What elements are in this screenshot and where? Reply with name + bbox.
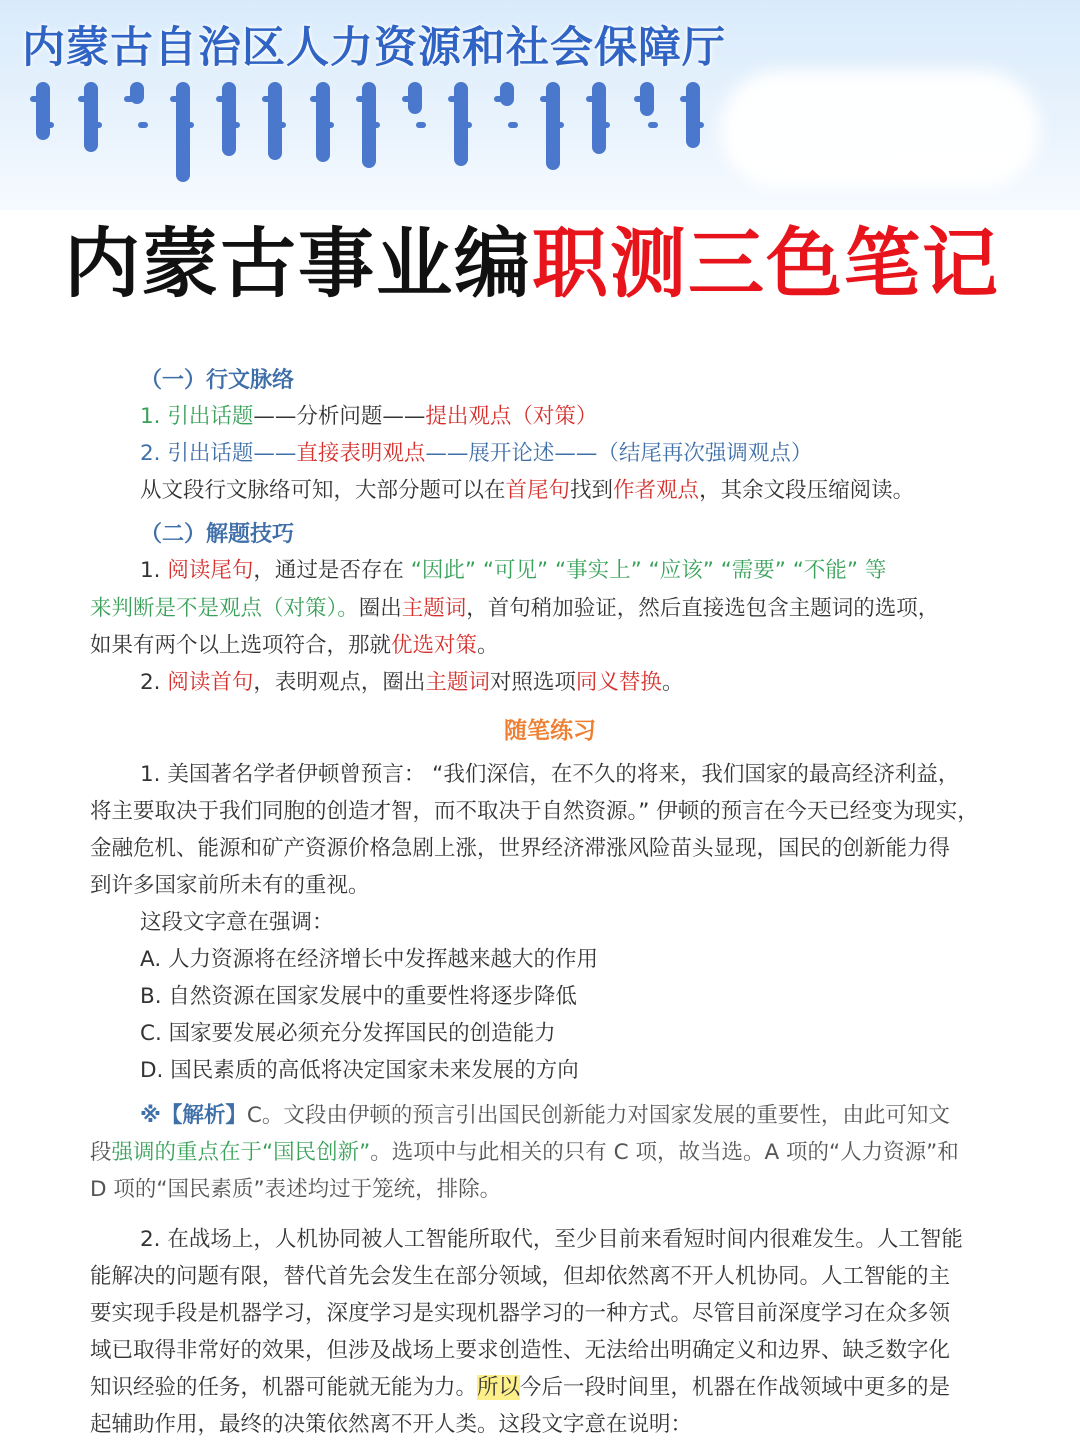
text-plain: 段: [90, 1140, 112, 1165]
question-stem: 这段文字意在强调：: [140, 910, 334, 935]
mongol-glyph: [362, 82, 376, 168]
text-plain: 对照选项: [489, 670, 576, 695]
mongol-glyph: [640, 82, 654, 116]
question-line: 起辅助作用，最终的决策依然离不开人类。这段文字意在说明：: [90, 1412, 693, 1437]
mongol-glyph: [546, 82, 560, 170]
structure-row: [140, 439, 812, 469]
mongol-glyph: [686, 82, 700, 148]
mongol-glyph: [36, 82, 50, 140]
banner-glow: [720, 70, 1040, 190]
paragraph-line: [90, 594, 939, 624]
section-heading: （二）解题技巧: [140, 522, 295, 547]
header-banner: [0, 0, 1080, 210]
text-plain: 如果有两个以上选项符合，那就: [90, 633, 392, 658]
paragraph-line: [90, 631, 499, 661]
mongol-glyph: [500, 82, 514, 106]
practice-heading: 随笔练习: [504, 718, 596, 744]
paragraph-line: [140, 668, 683, 698]
text-red: 阅读尾句: [167, 558, 254, 583]
text-plain: C。文段由伊顿的预言引出国民创新能力对国家发展的重要性，由此可知文: [246, 1103, 950, 1128]
mongol-glyph: [592, 82, 606, 154]
mongol-glyph: [316, 82, 330, 162]
question-line: 将主要取决于我们同胞的创造才智，而不取决于自然资源。” 伊顿的预言在今天已经变为现实，: [90, 799, 979, 824]
question-line: 2. 在战场上，人机协同被人工智能所取代，至少目前来看短时间内很难发生。人工智能: [140, 1227, 963, 1252]
text-plain: ，其余文段压缩阅读。: [699, 478, 915, 503]
text-plain: 2.: [140, 670, 168, 695]
mongol-glyph: [454, 82, 468, 166]
text-green: “因此” “可见” “事实上” “应该” “需要” “不能” 等: [410, 558, 887, 583]
mongolian-script-decoration: [30, 82, 730, 192]
question-line: 要实现手段是机器学习，深度学习是实现机器学习的一种方式。尽管目前深度学习在众多领: [90, 1301, 951, 1326]
text-red: 主题词: [425, 670, 490, 695]
text-plain: 圈出: [358, 596, 402, 621]
text-green: 1. 引出话题: [140, 404, 254, 429]
mongol-glyph: [130, 82, 144, 104]
analysis-line: D 项的“国民素质”表述均过于笼统，排除。: [90, 1177, 502, 1202]
mongol-glyph: [84, 82, 98, 152]
text-plain: 。选项中与此相关的只有 C 项，故当选。A 项的“人力资源”和: [370, 1140, 959, 1165]
analysis-label: ※【解析】: [140, 1103, 247, 1128]
mongol-glyph: [408, 82, 422, 114]
text-red: 作者观点: [613, 478, 700, 503]
text-blue: ——展开论述——（结尾再次强调观点）: [425, 441, 813, 466]
text-red: 优选对策: [391, 633, 478, 658]
text-red: 阅读首句: [167, 670, 254, 695]
text-red: 直接表明观点: [296, 441, 426, 466]
analysis-line: [90, 1138, 959, 1168]
title-red-part: 职测三色笔记: [532, 219, 1000, 308]
question-line: 1. 美国著名学者伊顿曾预言： “我们深信，在不久的将来，我们国家的最高经济利益，: [140, 762, 960, 787]
text-red: 同义替换: [575, 670, 662, 695]
banner-title: 内蒙古自治区人力资源和社会保障厅: [22, 23, 726, 73]
text-blue: 2. 引出话题——: [140, 441, 297, 466]
text-plain: 今后一段时间里，机器在作战领域中更多的是: [520, 1375, 951, 1400]
question-line: 到许多国家前所未有的重视。: [90, 873, 370, 898]
question-line: 能解决的问题有限，替代首先会发生在部分领域，但却依然离不开人机协同。人工智能的主: [90, 1264, 951, 1289]
mongol-glyph: [222, 82, 236, 156]
question-line: 金融危机、能源和矿产资源价格急剧上涨，世界经济滞涨风险苗头显现，国民的创新能力得: [90, 836, 951, 861]
option-d: D. 国民素质的高低将决定国家未来发展的方向: [140, 1058, 579, 1083]
text-green: 强调的重点在于“国民创新”: [111, 1140, 371, 1165]
text-plain: 1.: [140, 558, 168, 583]
analysis-line: [140, 1101, 950, 1131]
text-plain: ，表明观点，圈出: [253, 670, 426, 695]
text-red: 主题词: [401, 596, 467, 621]
text-plain: 从文段行文脉络可知，大部分题可以在: [140, 478, 506, 503]
option-c: C. 国家要发展必须充分发挥国民的创造能力: [140, 1021, 556, 1046]
question-line: 域已取得非常好的效果，但涉及战场上要求创造性、无法给出明确定义和边界、缺乏数字化: [90, 1338, 951, 1363]
paragraph-line: [140, 476, 914, 506]
text-plain: 。: [661, 670, 684, 695]
paragraph-line: [140, 556, 886, 586]
text-plain: ，首句稍加验证，然后直接选包含主题词的选项，: [466, 596, 940, 621]
text-plain: ，通过是否存在: [253, 558, 411, 583]
text-red: 首尾句: [505, 478, 571, 503]
structure-row: [140, 402, 597, 432]
page-title: [64, 218, 1000, 310]
text-plain: 知识经验的任务，机器可能就无能为力。: [90, 1375, 478, 1400]
mongol-glyph: [268, 82, 282, 160]
text-green: 来判断是不是观点（对策）。: [90, 596, 359, 621]
text-plain: ——分析问题——: [253, 404, 426, 429]
mongol-glyph: [176, 82, 190, 182]
option-b: B. 自然资源在国家发展中的重要性将逐步降低: [140, 984, 577, 1009]
section-heading: （一）行文脉络: [140, 368, 295, 393]
title-black-part: 内蒙古事业编: [64, 219, 532, 308]
question-line: [90, 1373, 950, 1403]
text-plain: 。: [477, 633, 499, 658]
option-a: A. 人力资源将在经济增长中发挥越来越大的作用: [140, 947, 599, 972]
text-plain: 找到: [570, 478, 614, 503]
highlighted-word: 所以: [477, 1375, 521, 1400]
text-red: 提出观点（对策）: [425, 404, 598, 429]
